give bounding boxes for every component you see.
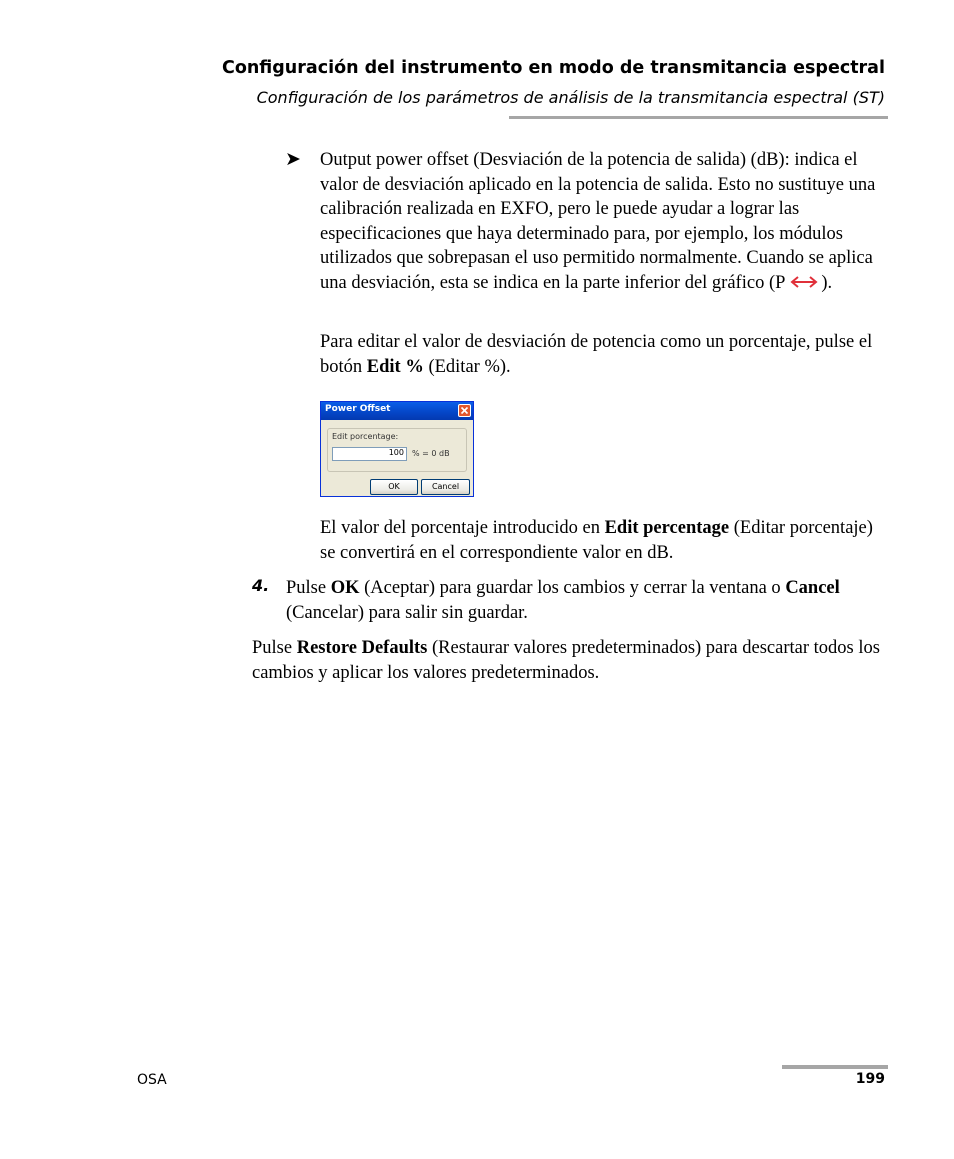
edit-percent-paragraph [320, 330, 890, 379]
para-text: Pulse [252, 638, 297, 658]
section-title: Configuración del instrumento en modo de transmitancia espectral [221, 58, 885, 78]
page-number: 199 [855, 1071, 885, 1087]
restore-defaults-paragraph [252, 636, 892, 685]
para-text: Para editar el valor de desviación de potencia como un porcentaje, pulse el botón [320, 332, 873, 377]
para-text: (Cancelar) para salir sin guardar. [286, 602, 528, 623]
para-text: (Restaurar valores predeterminados) para descartar todos los cambios y aplicar los valores predeterminados. [252, 638, 880, 683]
footer-rule [782, 1065, 888, 1069]
section-subtitle: Configuración de los parámetros de análisis de la transmitancia espectral (ST) [256, 88, 885, 107]
percent-conversion-paragraph [320, 516, 890, 565]
power-offset-dialog [320, 401, 474, 497]
para-text: Pulse [286, 578, 331, 598]
para-text: (Editar %). [423, 356, 511, 377]
ok-button[interactable]: OK [370, 479, 418, 495]
para-bold: Edit % [366, 356, 424, 377]
bullet-text: Output power offset (Desviación de la potencia de salida) (dB): indica el valor de desviación aplicado en la potencia de salida. Esto no sustituye una calibración realizada en EXFO, pero le puede ayudar a lograr las especificaciones que haya determinado para, por ejemplo, los módulos utilizados que sobrepasan el uso permitido normalmente. Cuando se aplica una desviación, esta se indica en la parte inferior del gráfico (P [320, 150, 876, 293]
para-text: (Aceptar) para guardar los cambios y cerrar la ventana o [359, 578, 786, 598]
bullet-text-end: ). [821, 272, 833, 293]
step-paragraph [286, 576, 886, 625]
close-icon[interactable] [458, 404, 471, 417]
para-bold: Edit percentage [604, 518, 730, 538]
para-bold: Restore Defaults [296, 638, 428, 658]
edit-percentage-label: Edit porcentage: [332, 432, 399, 441]
db-readout: % = 0 dB [412, 449, 450, 458]
para-text: El valor del porcentaje introducido en [320, 518, 605, 538]
bullet-paragraph [320, 148, 890, 296]
dialog-titlebar[interactable] [321, 402, 473, 420]
step-number: 4. [252, 576, 270, 595]
double-arrow-icon [789, 271, 819, 296]
edit-percentage-group [327, 428, 467, 472]
para-text: (Editar porcentaje) se convertirá en el correspondiente valor en dB. [320, 518, 873, 563]
para-bold: Cancel [785, 578, 840, 598]
cancel-button[interactable]: Cancel [421, 479, 470, 495]
bullet-marker-icon: ➤ [285, 149, 301, 170]
percentage-input[interactable]: 100 [332, 447, 407, 461]
para-bold: OK [330, 578, 360, 598]
dialog-title: Power Offset [325, 404, 391, 414]
header-rule [509, 116, 888, 119]
footer-product: OSA [137, 1072, 167, 1088]
